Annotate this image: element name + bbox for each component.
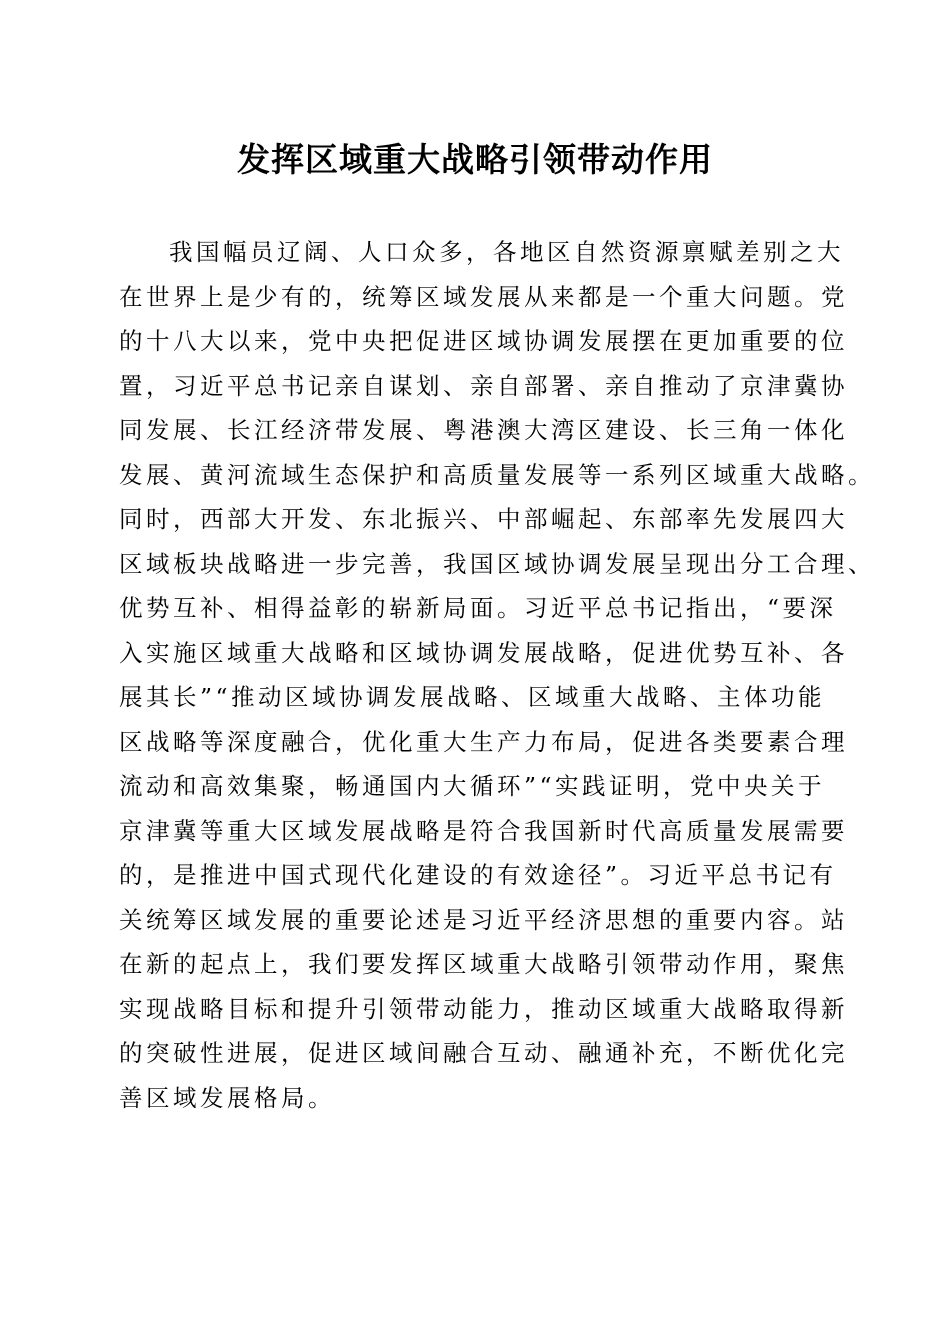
paragraph-line: 同发展、长江经济带发展、粤港澳大湾区建设、长三角一体化 (119, 416, 848, 444)
paragraph-line: 置，习近平总书记亲自谋划、亲自部署、亲自推动了京津冀协 (119, 371, 848, 400)
paragraph-line: 发展、黄河流域生态保护和高质量发展等一系列区域重大战略。 (119, 460, 875, 489)
paragraph-line: 在新的起点上，我们要发挥区域重大战略引领带动作用，聚焦 (119, 950, 848, 978)
paragraph-line: 区域板块战略进一步完善，我国区域协调发展呈现出分工合理、 (119, 549, 875, 578)
document-title: 发挥区域重大战略引领带动作用 (237, 140, 713, 179)
paragraph-line: 的十八大以来，党中央把促进区域协调发展摆在更加重要的位 (119, 327, 848, 355)
paragraph-line: 展其长”“推动区域协调发展战略、区域重大战略、主体功能 (119, 683, 826, 711)
paragraph-line: 区战略等深度融合，优化重大生产力布局，促进各类要素合理 (119, 727, 848, 756)
paragraph-line: 优势互补、相得益彰的崭新局面。习近平总书记指出，“要深 (119, 594, 837, 622)
paragraph-line: 京津冀等重大区域发展战略是符合我国新时代高质量发展需要 (119, 816, 848, 845)
paragraph-line: 在世界上是少有的，统筹区域发展从来都是一个重大问题。党 (119, 282, 848, 311)
paragraph-line: 实现战略目标和提升引领带动能力，推动区域重大战略取得新 (119, 994, 848, 1023)
paragraph-line: 的，是推进中国式现代化建设的有效途径”。习近平总书记有 (119, 861, 837, 889)
paragraph-line: 流动和高效集聚，畅通国内大循环”“实践证明，党中央关于 (119, 772, 826, 800)
paragraph-line: 入实施区域重大战略和区域协调发展战略，促进优势互补、各 (119, 638, 848, 667)
paragraph-line: 的突破性进展，促进区域间融合互动、融通补充，不断优化完 (119, 1039, 848, 1067)
paragraph-line: 同时，西部大开发、东北振兴、中部崛起、东部率先发展四大 (119, 505, 848, 533)
document-body (119, 230, 875, 1120)
paragraph-line: 善区域发展格局。 (119, 1083, 335, 1112)
paragraph-line: 关统筹区域发展的重要论述是习近平经济思想的重要内容。站 (119, 905, 848, 934)
paragraph-line: 我国幅员辽阔、人口众多，各地区自然资源禀赋差别之大 (169, 238, 844, 266)
